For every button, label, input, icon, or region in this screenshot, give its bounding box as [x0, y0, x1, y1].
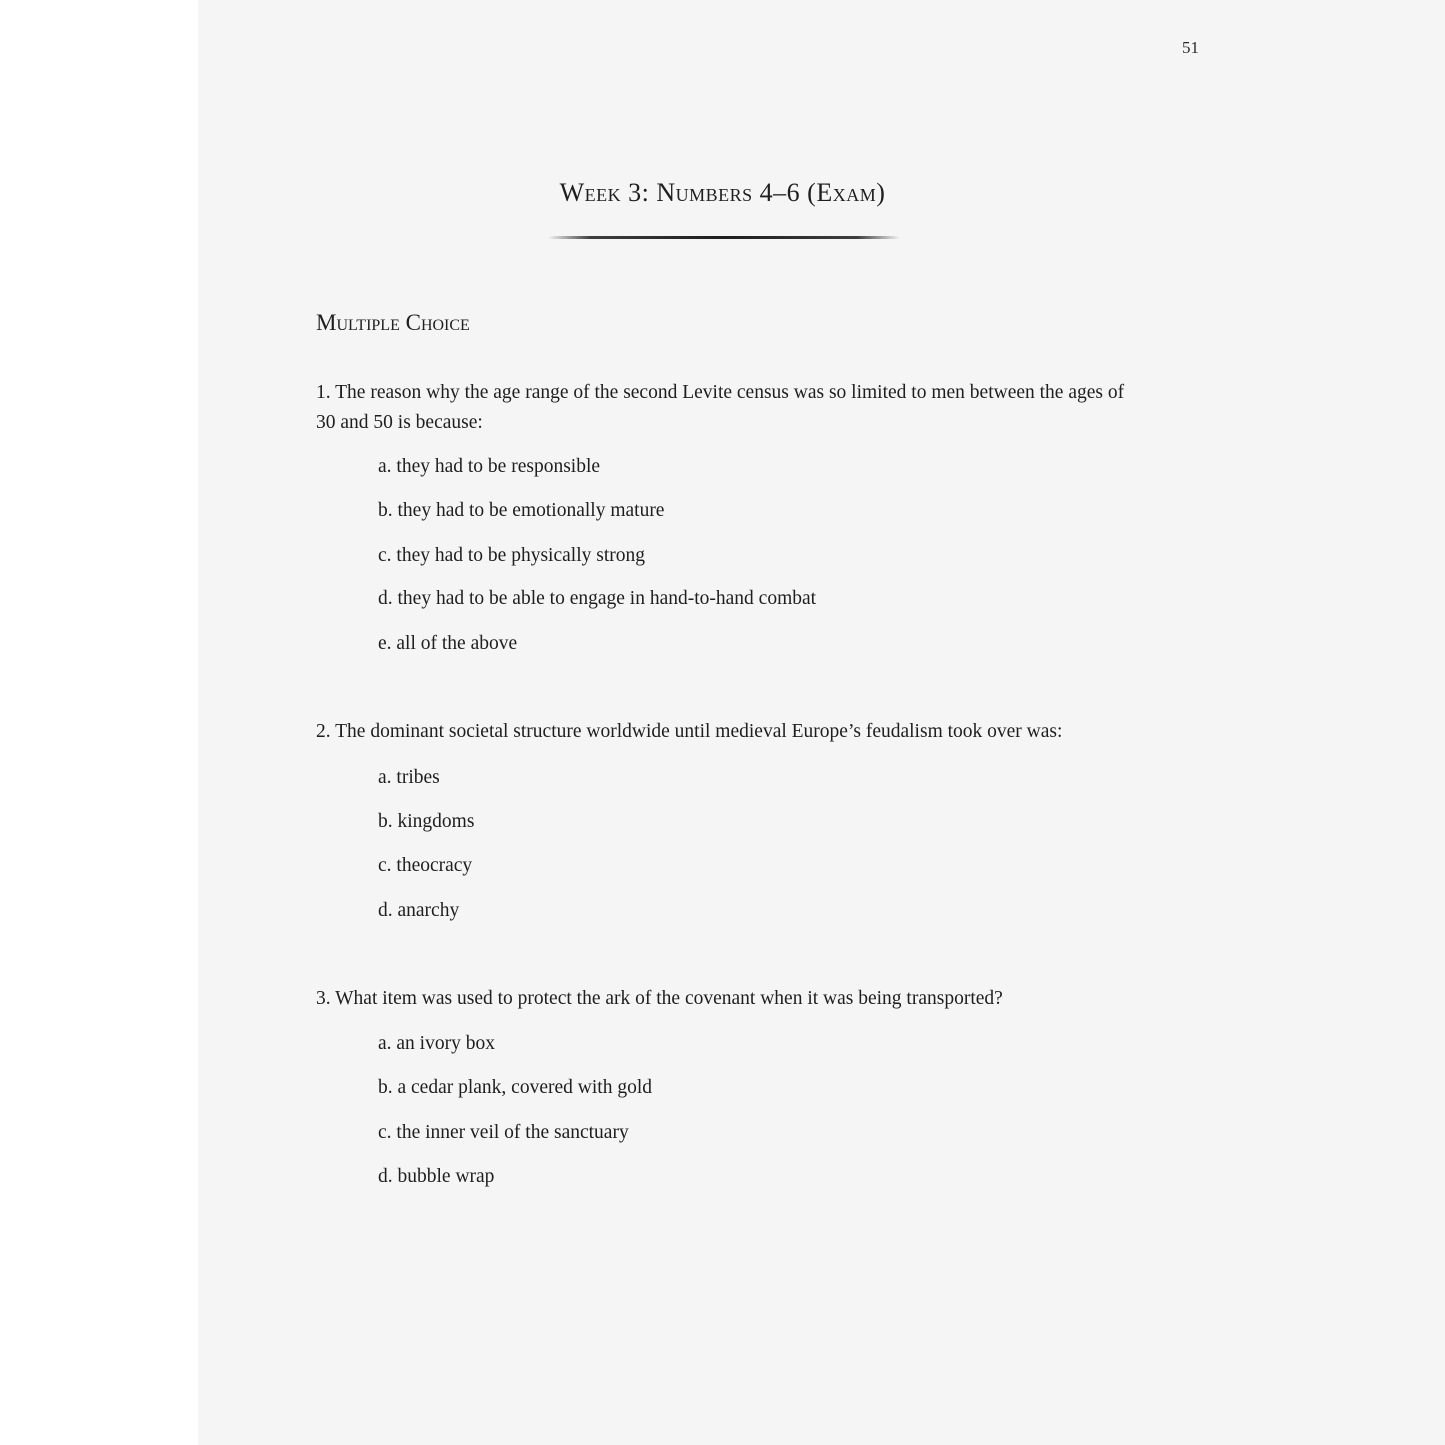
question-3: 3. What item was used to protect the ark of the covenant when it was being transported?: [316, 988, 1003, 1009]
question-3-option-d: d. bubble wrap: [378, 1166, 495, 1187]
section-heading: Multiple Choice: [316, 310, 470, 335]
question-2-option-c: c. theocracy: [378, 855, 473, 876]
question-3-option-c: c. the inner veil of the sanctuary: [378, 1122, 629, 1143]
question-2-option-d: d. anarchy: [378, 900, 460, 921]
question-1-option-c: c. they had to be physically strong: [378, 545, 645, 566]
question-2: 2. The dominant societal structure worldwide until medieval Europe’s feudalism took over was:: [316, 721, 1063, 742]
page-title: Week 3: Numbers 4–6 (Exam): [559, 178, 886, 207]
page-number: 51: [1182, 38, 1199, 57]
question-1: 1. The reason why the age range of the second Levite census was so limited to men between the ages of 30 and 50 is because:: [316, 382, 1125, 433]
title-underline-rule: [548, 236, 900, 239]
question-2-option-a: a. tribes: [378, 767, 440, 788]
question-1-option-e: e. all of the above: [378, 633, 518, 654]
question-1-option-d: d. they had to be able to engage in hand-to-hand combat: [378, 588, 817, 609]
question-2-option-b: b. kingdoms: [378, 811, 475, 832]
question-3-option-b: b. a cedar plank, covered with gold: [378, 1077, 652, 1098]
question-3-option-a: a. an ivory box: [378, 1033, 495, 1054]
question-1-option-a: a. they had to be responsible: [378, 456, 601, 477]
question-1-option-b: b. they had to be emotionally mature: [378, 500, 665, 521]
